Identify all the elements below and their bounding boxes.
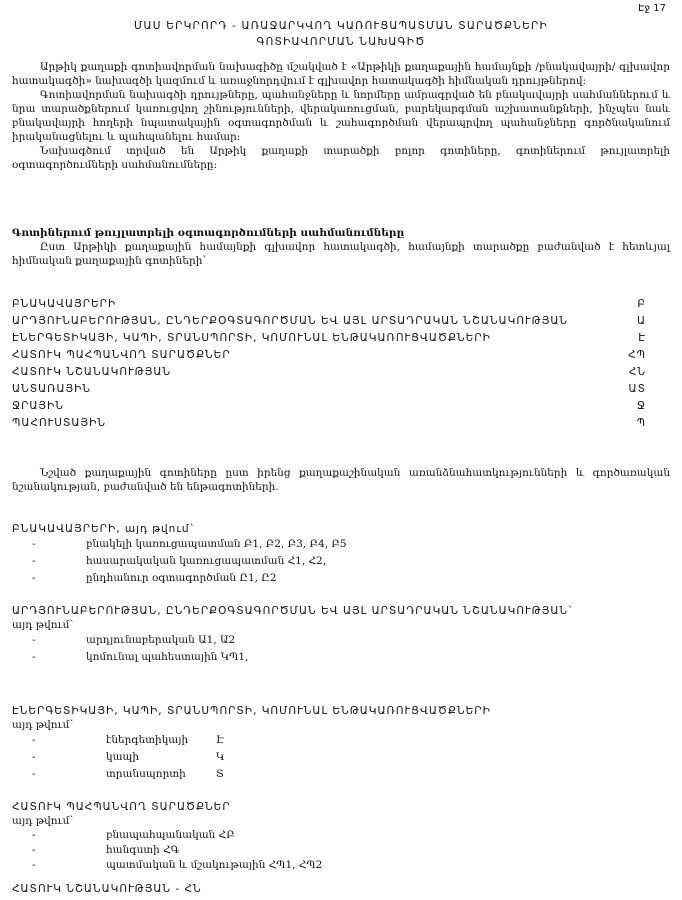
list-item: - հանգստի ՀԳ — [12, 843, 670, 858]
zone-row — [12, 330, 646, 347]
zone-code: ՀՆ — [628, 366, 646, 378]
zone-name: ՀԱՏՈՒԿ ՆՇԱՆԱԿՈՒԹՅԱՆ — [12, 366, 172, 378]
item-code: Կ — [216, 751, 225, 763]
subsection-intro: Ըստ Արթիկի քաղաքային համայնքի գլխավոր հատակագծի, համայնքի տարածքը բաժանված է հետևյալ հիմնական քաղաքային գոտիների` — [12, 241, 670, 267]
zone-name: ՀԱՏՈՒԿ ՊԱՀՊԱՆՎՈՂ ՏԱՐԱԾՔՆԵՐ — [12, 349, 231, 361]
section-heading: ԷՆԵՐԳԵՏԻԿԱՅԻ, ԿԱՊԻ, ՏՐԱՆՍՊՈՐՏԻ, ԿՈՄՈՒՆԱԼ ԵՆԹԱԿԱՌՈՒՑՎԱԾՔՆԵՐԻ — [12, 705, 491, 717]
title-line-2: ԳՈՏԻԱՎՈՐՄԱՆ ՆԱԽԱԳԻԾ — [256, 36, 426, 48]
intro-paragraph: Գոտիավորման նախագծի դրույթները, պահանջները և նորմերը ամրագրված են բնակավայրի սահմաններում և նրա տարածքներում կառուցվող շինությունների, վերակառուցման, բարեկարգման աշխատանքների, ինչպես նաև բնակավայրի հողերի նպատակային օգտագործման և շահագործման վերապրվող պահանջները գործնականում իրականացնելու և պահպանելու համար: — [12, 89, 670, 143]
zone-row — [12, 313, 646, 330]
zone-name: ԷՆԵՐԳԵՏԻԿԱՅԻ, ԿԱՊԻ, ՏՐԱՆՍՊՈՐՏԻ, ԿՈՄՈՒՆԱԼ ԵՆԹԱԿԱՌՈՒՑՎԱԾՔՆԵՐԻ — [12, 332, 491, 344]
section-heading: ՀԱՏՈՒԿ ՊԱՀՊԱՆՎՈՂ ՏԱՐԱԾՔՆԵՐ — [12, 801, 231, 813]
page-number: Էջ 17 — [638, 3, 666, 14]
title-line-1: ՄԱՍ ԵՐԿՐՈՐԴ - ԱՌԱՋԱՐԿՎՈՂ ԿԱՌՈՒՑԱՊԱՏՄԱՆ ՏԱՐԱԾՔՆԵՐԻ — [134, 20, 548, 32]
intro-paragraph: Արթիկ քաղաքի գոտիավորման նախագիծը մշակված է «Արթիկի քաղաքային համայնքի /բնակավայրի/ գլխավոր հատակագծի» նախագծի կազմում և առաջնորդվում է գլխավոր հատակագծի հիմնական դրույթներով: — [12, 61, 670, 87]
list-item: - բնապահպանական ՀԲ — [12, 828, 670, 843]
list-item: - ընդհանուր օգտագործման Ը1, Ը2 — [12, 570, 670, 587]
zone-row — [12, 415, 646, 432]
zone-name: ԱՐԴՅՈՒՆԱԲԵՐՈՒԹՅԱՆ, ԸՆԴԵՐՔՕԳՏԱԳՈՐԾՄԱՆ ԵՎ ԱՅԼ ԱՐՏԱԴՐԱԿԱՆ ՆՇԱՆԱԿՈՒԹՅԱՆ — [12, 315, 569, 327]
zone-name: ՋՐԱՅԻՆ — [12, 400, 64, 412]
list-item: - պատմական և մշակութային ՀՊ1, ՀՊ2 — [12, 858, 670, 873]
section-infrastructure — [12, 704, 670, 783]
list-item: - արդյունաբերական Ա1, Ա2 — [12, 632, 670, 649]
section-protected — [12, 800, 670, 873]
zone-row — [12, 364, 646, 381]
section-heading: ԲՆԱԿԱՎԱՅՐԵՐԻ, այդ թվում` — [12, 523, 196, 535]
section-industrial — [12, 604, 670, 666]
document-title — [40, 18, 642, 50]
zone-row — [12, 347, 646, 364]
subsection-heading: Գոտիներում թույլատրելի օգտագործումների սահմանումները — [12, 227, 405, 239]
zone-name: ԲՆԱԿԱՎԱՅՐԵՐԻ — [12, 298, 117, 310]
subsection — [12, 226, 670, 268]
zone-name: ԱՆՏԱՌԱՅԻՆ — [12, 383, 92, 395]
item-name: տրանսպորտի — [106, 768, 186, 780]
zone-row — [12, 296, 646, 313]
section-subheading: այդ թվում` — [12, 619, 75, 631]
zone-list — [12, 296, 646, 432]
item-name: կապի — [106, 751, 140, 763]
list-item — [12, 732, 670, 749]
list-item — [12, 749, 670, 766]
zone-code: Ջ — [636, 400, 646, 412]
item-code: Է — [216, 734, 224, 746]
zones-note — [12, 466, 670, 494]
zone-code: ԱՏ — [628, 383, 646, 395]
section-subheading: այդ թվում` — [12, 719, 75, 731]
list-item: - հասարակական կառուցապատման Հ1, Հ2, — [12, 553, 670, 570]
zone-code: ՀՊ — [628, 349, 646, 361]
zone-code: Ա — [636, 315, 646, 327]
zones-note-text: Նշված քաղաքային գոտիները ըստ իրենց քաղաքաշինական առանձնահատկությունների և գործառական նշանակության, բաժանված են ենթագոտիների. — [12, 467, 670, 493]
item-code: Տ — [216, 768, 224, 780]
list-item: - բնակելի կառուցապատման Բ1, Բ2, Բ3, Բ4, Բ5 — [12, 536, 670, 553]
zone-name: ՊԱՀՈՒՍՏԱՅԻՆ — [12, 417, 106, 429]
zone-code: Բ — [637, 298, 646, 310]
zone-code: Է — [638, 332, 646, 344]
section-residential — [12, 522, 670, 587]
list-item: - կոմունալ պահեստային ԿՊ1, — [12, 649, 670, 666]
intro-paragraph: Նախագծում տրված են Արթիկ քաղաքի տարածքի բոլոր գոտիները, գոտիներում թույլատրելի օգտագործումների սահմանումները: — [12, 145, 670, 171]
item-name: էներգետիկայի — [106, 734, 189, 746]
last-line: ՀԱՏՈՒԿ ՆՇԱՆԱԿՈՒԹՅԱՆ - ՀՆ — [12, 883, 202, 895]
section-subheading: այդ թվում` — [12, 815, 75, 827]
zone-code: Պ — [636, 417, 646, 429]
section-heading: ԱՐԴՅՈՒՆԱԲԵՐՈՒԹՅԱՆ, ԸՆԴԵՐՔՕԳՏԱԳՈՐԾՄԱՆ ԵՎ ԱՅԼ ԱՐՏԱԴՐԱԿԱՆ ՆՇԱՆԱԿՈՒԹՅԱՆ` — [12, 605, 575, 617]
intro-text — [12, 60, 670, 172]
zone-row — [12, 381, 646, 398]
list-item — [12, 766, 670, 783]
zone-row — [12, 398, 646, 415]
